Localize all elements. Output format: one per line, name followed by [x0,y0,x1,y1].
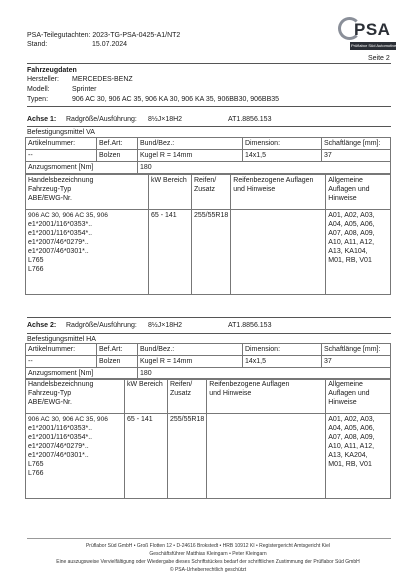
notes-line: A10, A11, A12, [328,443,375,450]
header-line: und Hinweise [233,186,276,193]
torque-label: Anzugsmoment [Nm] [26,162,138,174]
designation-cell [26,414,125,499]
axle2-rad-label: Radgröße/Ausführung: [66,322,137,329]
header-line: Handelsbezeichnung [28,381,94,388]
header-line: Fahrzeug-Typ [28,390,72,397]
table-cell: Kugel R = 14mm [138,150,243,162]
notes-line: A01, A02, A03, [328,212,375,219]
footer-management: Geschäftsführer Matthias Kleingarn • Peter Kleingarn [149,551,267,557]
axle1-mount-table [25,137,391,174]
axle1-rad-value: 8½J×18H2 [148,116,183,123]
logo-subtitle: Prüflabor Süd Automotive [351,43,397,48]
header-line: Hinweise [328,195,357,202]
header-line: Reifenbezogene Auflagen [233,177,314,184]
header-line: Zusatz [170,390,192,397]
tyre-notes-header [207,379,326,414]
axle1-rad-label: Radgröße/Ausführung: [66,116,137,123]
designation-line: 906 AC 30, 906 AC 35, 906 [28,212,108,219]
notes-line: M01, RB, V01 [328,461,372,468]
table-row [26,414,391,499]
tyres-cell: 255/55R18 [192,210,231,295]
table-row [26,356,391,368]
notes-line: A07, A08, A09, [328,230,375,237]
stand-label: Stand: [27,41,48,48]
general-notes-cell [326,414,391,499]
header-line: Hinweise [328,399,357,406]
axle1-article-number: AT1.8856.153 [228,116,272,123]
table-header-cell: Schaftlänge [mm]: [322,138,391,150]
table-header-cell: Artikelnummer: [26,138,97,150]
designation-line: L765 [28,461,44,468]
torque-label: Anzugsmoment [Nm] [26,368,138,380]
header-line: Reifen/ [194,177,217,184]
header-line: Allgemeine [328,381,363,388]
vehicle-section-title: Fahrzeugdaten [27,67,77,74]
footer-copyright: © PSA-Urheberrechtlich geschützt [169,567,247,573]
table-row [26,150,391,162]
header-divider [27,63,391,64]
tyres-cell: 255/55R18 [168,414,207,499]
table-cell: Bolzen [97,356,138,368]
tyres-header [168,379,207,414]
document-number: PSA-Teilegutachten: 2023-TG-PSA-0425-A1/NT2 [27,32,181,39]
table-row [26,162,391,174]
notes-line: A04, A05, A06, [328,425,375,432]
header-line: kW Bereich [127,381,163,388]
table-header-cell: Bef.Art: [97,138,138,150]
axle2-mount-table [25,343,391,380]
designation-cell [26,210,149,295]
table-cell: 37 [322,356,391,368]
notes-line: A13, KA104, [328,248,368,255]
axle2-divider [27,333,391,334]
axle1-mount-title: Befestigungsmittel VA [27,129,95,136]
footer-copy-notice: Eine auszugsweise Vervielfältigung oder Wiedergabe dieses Schriftstückes bedarf der schriftlichen Zustimmung der Prüflabor Süd GmbH [56,559,360,565]
axle2-top-divider [27,317,391,318]
header-line: Allgemeine [328,177,363,184]
header-line: Reifenbezogene Auflagen [209,381,290,388]
table-row [26,344,391,356]
kw-header [149,175,192,210]
axle1-approval-table [25,174,391,295]
axle2-mount-title: Befestigungsmittel HA [27,336,96,343]
header-line: und Hinweise [209,390,252,397]
header-line: ABE/EWG-Nr. [28,399,72,406]
kw-cell: 65 - 141 [149,210,192,295]
hersteller-value: MERCEDES-BENZ [72,76,133,83]
general-notes-header [326,175,391,210]
designation-line: e1*2001/116*0353*.. [28,221,93,228]
header-line: kW Bereich [151,177,187,184]
table-cell: 14x1,5 [243,150,322,162]
designation-line: L766 [28,266,44,273]
header-line: Zusatz [194,186,216,193]
typen-label: Typen: [27,96,49,103]
axle1-divider [27,126,391,127]
table-cell: Kugel R = 14mm [138,356,243,368]
page-number: Seite 2 [368,55,390,62]
general-notes-header [326,379,391,414]
tyre-notes-header [231,175,326,210]
designation-line: e1*2001/116*0354*.. [28,434,93,441]
general-notes-cell [326,210,391,295]
header-line: Reifen/ [170,381,193,388]
modell-value: Sprinter [72,86,97,93]
header-line: Handelsbezeichnung [28,177,94,184]
axle1-title: Achse 1: [27,116,57,123]
notes-line: A13, KA204, [328,452,368,459]
notes-line: A07, A08, A09, [328,434,375,441]
designation-line: e1*2007/46*0301*.. [28,452,89,459]
designation-line: L766 [28,470,44,477]
kw-header [125,379,168,414]
table-header-cell: Artikelnummer: [26,344,97,356]
table-header-row [26,175,391,210]
table-cell: -- [26,150,97,162]
header-line: ABE/EWG-Nr. [28,195,72,202]
torque-value: 180 [138,162,391,174]
designation-line: e1*2007/46*0279*.. [28,443,89,450]
table-cell: 14x1,5 [243,356,322,368]
notes-line: M01, RB, V01 [328,257,372,264]
typen-value: 906 AC 30, 906 AC 35, 906 KA 30, 906 KA 35, 906BB30, 906BB35 [72,96,280,103]
header-line: Fahrzeug-Typ [28,186,72,193]
header-line: Auflagen und [328,186,370,193]
header-line: Auflagen und [328,390,370,397]
vehicle-divider [27,106,391,107]
table-row [26,138,391,150]
designation-header [26,379,125,414]
table-header-cell: Bund/Bez.: [138,138,243,150]
axle2-rad-value: 8½J×18H2 [148,322,183,329]
table-header-cell: Dimension: [243,138,322,150]
notes-line: A10, A11, A12, [328,239,375,246]
kw-cell: 65 - 141 [125,414,168,499]
table-cell: -- [26,356,97,368]
footer-divider [27,538,391,539]
designation-line: L765 [28,257,44,264]
tyre-notes-cell [207,414,326,499]
stand-date: 15.07.2024 [92,41,128,48]
designation-line: e1*2001/116*0354*.. [28,230,93,237]
table-header-cell: Schaftlänge [mm]: [322,344,391,356]
designation-header [26,175,149,210]
table-row [26,210,391,295]
table-cell: Bolzen [97,150,138,162]
notes-line: A04, A05, A06, [328,221,375,228]
table-header-row [26,379,391,414]
table-header-cell: Dimension: [243,344,322,356]
modell-label: Modell: [27,86,50,93]
logo-text: PSA [354,20,391,39]
axle2-approval-table [25,378,391,499]
notes-line: A01, A02, A03, [328,416,375,423]
hersteller-label: Hersteller: [27,76,59,83]
designation-line: 906 AC 30, 906 AC 35, 906 [28,416,108,423]
axle2-title: Achse 2: [27,322,57,329]
axle2-article-number: AT1.8856.153 [228,322,272,329]
table-cell: 37 [322,150,391,162]
footer-company: Prüflabor Süd GmbH • Groß Flotten 12 • D-24616 Brokstedt • HRB 10912 KI • Registergericht Amtsgericht Kiel [85,543,331,549]
designation-line: e1*2001/116*0353*.. [28,425,93,432]
tyre-notes-cell [231,210,326,295]
designation-line: e1*2007/46*0301*.. [28,248,89,255]
tyres-header [192,175,231,210]
table-header-cell: Bef.Art: [97,344,138,356]
torque-value: 180 [138,368,391,380]
designation-line: e1*2007/46*0279*.. [28,239,89,246]
table-header-cell: Bund/Bez.: [138,344,243,356]
